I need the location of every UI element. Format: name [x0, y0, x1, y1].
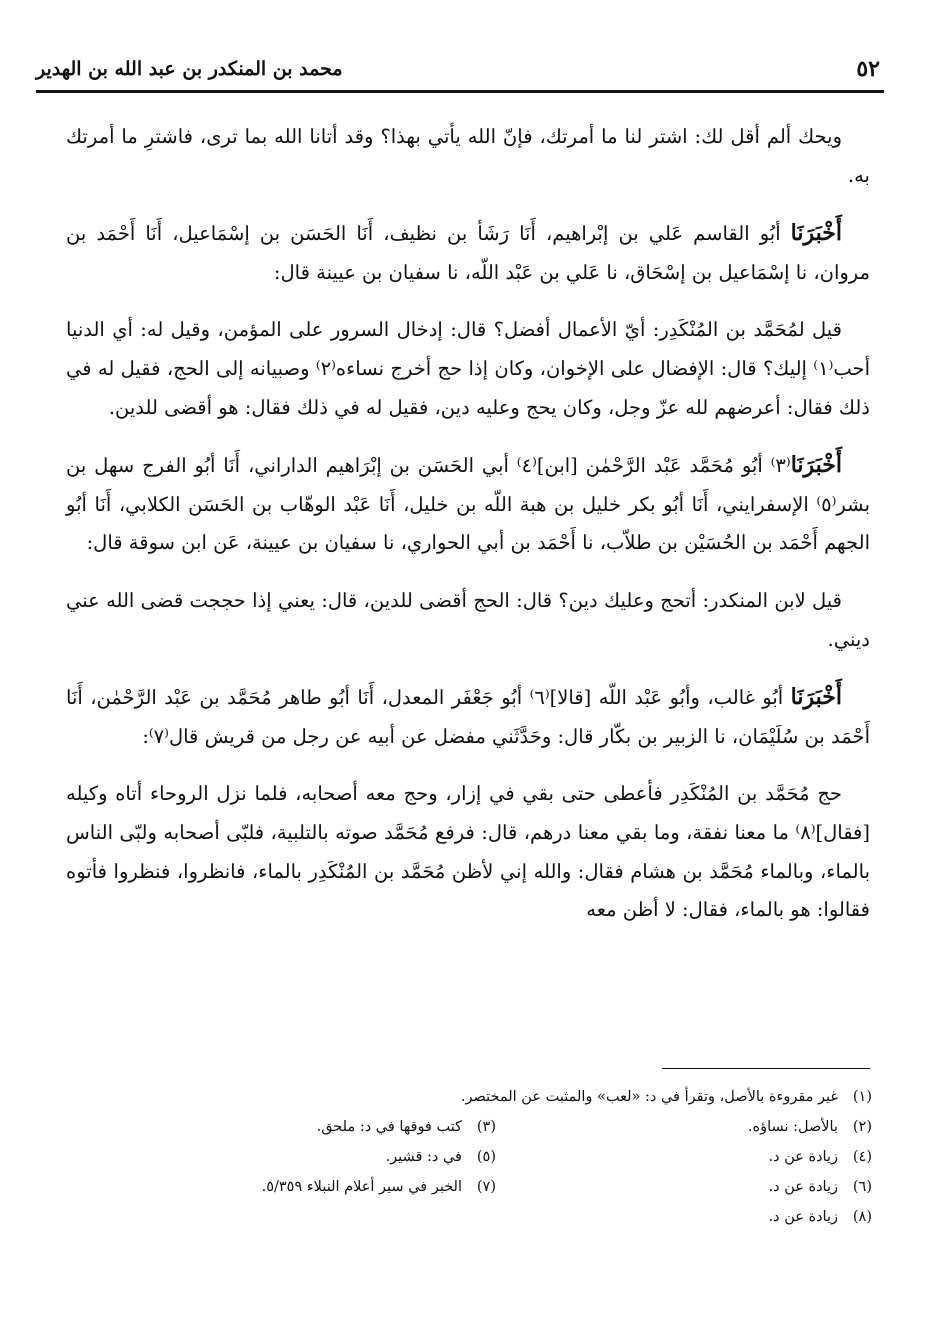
- footnote-text: زيادة عن د.: [768, 1149, 838, 1165]
- paragraph-keyword: أَخْبَرَنَا: [790, 220, 842, 247]
- footnote-number: (٧): [476, 1179, 496, 1195]
- paragraph-text: حج مُحَمَّد بن المُنْكَدِر فأعطى حتى بقي في إزار، وحج معه أصحابه، فلما نزل الروحاء أتاه وكيله [فقال]⁽٨⁾ ما معنا نفقة، وما بقي معنا درهم، قال: فرفع مُحَمَّد صوته بالتلبية، فلبّى أصحابه ولبّى الناس بالماء، وبالماء مُحَمَّد بن هشام فقال: والله إني لأظن مُحَمَّد بن المُنْكَدِر بالماء، فانظروا، فنظروا فأتوه فقالوا: هو بالماء، فقال: لا أظن معه: [66, 782, 870, 922]
- paragraph: [66, 775, 870, 929]
- footnote-text: الخبر في سير أعلام النبلاء ٥/٣٥٩.: [261, 1179, 462, 1195]
- footnote-6: [496, 1172, 872, 1202]
- paragraph-text: أبُو غالب، وأبُو عَبْد اللّه [قالا]⁽٦⁾ أبُو جَعْفَر المعدل، أَنَا أبُو طاهر مُحَمَّد بن عَبْد الرَّحْمٰن، أَنَا أَحْمَد بن سُلَيْمَان، نا الزبير بن بكّار قال: وحَدَّثَني مفضل عن أبيه عن رجل من قريش قال⁽٧⁾:: [66, 686, 870, 748]
- paragraph: [66, 214, 870, 292]
- footnote-4: [496, 1142, 872, 1172]
- main-text: [66, 118, 870, 949]
- footnote-text: بالأصل: نساؤه.: [747, 1119, 838, 1135]
- footnote-number: (٥): [476, 1149, 496, 1165]
- footnote-2: [496, 1112, 872, 1142]
- footnotes: [120, 1082, 872, 1232]
- footnote-number: (٣): [476, 1119, 496, 1135]
- paragraph-text: ويحك ألم أقل لك: اشتر لنا ما أمرتك، فإنّ الله يأتي بهذا؟ وقد أتانا الله بما ترى، فاشترِ ما أمرتك به.: [66, 125, 870, 187]
- footnote-3: [120, 1112, 496, 1142]
- paragraph-text: قيل لابن المنكدر: أتحج وعليك دين؟ قال: الحج أقضى للدين، قال: يعني إذا حججت قضى الله عني ديني.: [66, 588, 870, 651]
- running-title: محمد بن المنكدر بن عبد الله بن الهدير: [36, 58, 343, 80]
- paragraph-text: قيل لمُحَمَّد بن المُنْكَدِر: أيّ الأعمال أفضل؟ قال: إدخال السرور على المؤمن، وقيل له: أي الدنيا أحب⁽١⁾ إليك؟ قال: الإفضال على الإخوان، وكان إذا حج أخرج نساءه⁽٢⁾ وصبيانه إلى الحج، فقيل له في ذلك فقال: أعرضهم لله عزّ وجل، وكان يحج وعليه دين، فقيل له في ذلك فقال: هو أقضى للدين.: [66, 318, 870, 419]
- paragraph: [66, 582, 870, 659]
- page-number: ٥٢: [856, 56, 880, 82]
- footnote-number: (١): [852, 1089, 872, 1105]
- footnote-5: [120, 1142, 496, 1172]
- footnote-number: (٤): [852, 1149, 872, 1165]
- paragraph-keyword: أَخْبَرَنَا: [790, 452, 843, 479]
- paragraph-text: ⁽٣⁾ أبُو مُحَمَّد عَبْد الرَّحْمٰن [ابن]⁽٤⁾ أبي الحَسَن بن إبْرَاهيم الداراني، أَنَا أبُو الفرج سهل بن بشر⁽٥⁾ الإسفرايني، أَنَا أبُو بكر خليل بن هبة اللّه بن خليل، أَنَا عَبْد الوهّاب بن الحَسَن الكلابي، أَنَا أبُو الجهم أَحْمَد بن الحُسَيْن بن طلاّب، نا أَحْمَد بن أبي الحواري، نا سفيان بن عيينة، عَن ابن سوقة قال:: [66, 454, 870, 555]
- paragraph: [66, 118, 870, 195]
- footnote-text: زيادة عن د.: [768, 1179, 838, 1195]
- footnote-row: [120, 1112, 872, 1142]
- footnote-text: كتب فوقها في د: ملحق.: [316, 1119, 462, 1135]
- footnote-text: زيادة عن د.: [768, 1209, 838, 1225]
- footnote-1: [460, 1082, 872, 1112]
- footnote-rule: [662, 1068, 870, 1069]
- page-header: [36, 52, 884, 92]
- footnote-row: [120, 1142, 872, 1172]
- paragraph: [66, 446, 870, 563]
- footnote-row: [120, 1202, 872, 1232]
- paragraph-text: أبُو القاسم عَلي بن إبْراهيم، أَنَا رَشَأ بن نظيف، أَنَا الحَسَن بن إسْمَاعيل، أَنَا أَحْمَد بن مروان، نا إسْمَاعيل بن إسْحَاق، نا عَلي بن عَبْد اللّه، نا سفيان بن عيينة قال:: [66, 222, 870, 284]
- footnote-row: [120, 1082, 872, 1112]
- paragraph: [66, 311, 870, 427]
- paragraph: [66, 678, 870, 756]
- footnote-text: في د: قشير.: [385, 1149, 462, 1165]
- footnote-number: (٢): [852, 1119, 872, 1135]
- paragraph-keyword: أَخْبَرَنَا: [790, 684, 842, 711]
- footnote-8: [496, 1202, 872, 1232]
- footnote-text: غير مقروءة بالأصل، وتقرأ في د: «لعب» والمثبت عن المختصر.: [460, 1089, 838, 1105]
- header-rule: [36, 90, 884, 93]
- footnote-row: [120, 1172, 872, 1202]
- footnote-7: [120, 1172, 496, 1202]
- footnote-number: (٨): [852, 1209, 872, 1225]
- footnote-number: (٦): [852, 1179, 872, 1195]
